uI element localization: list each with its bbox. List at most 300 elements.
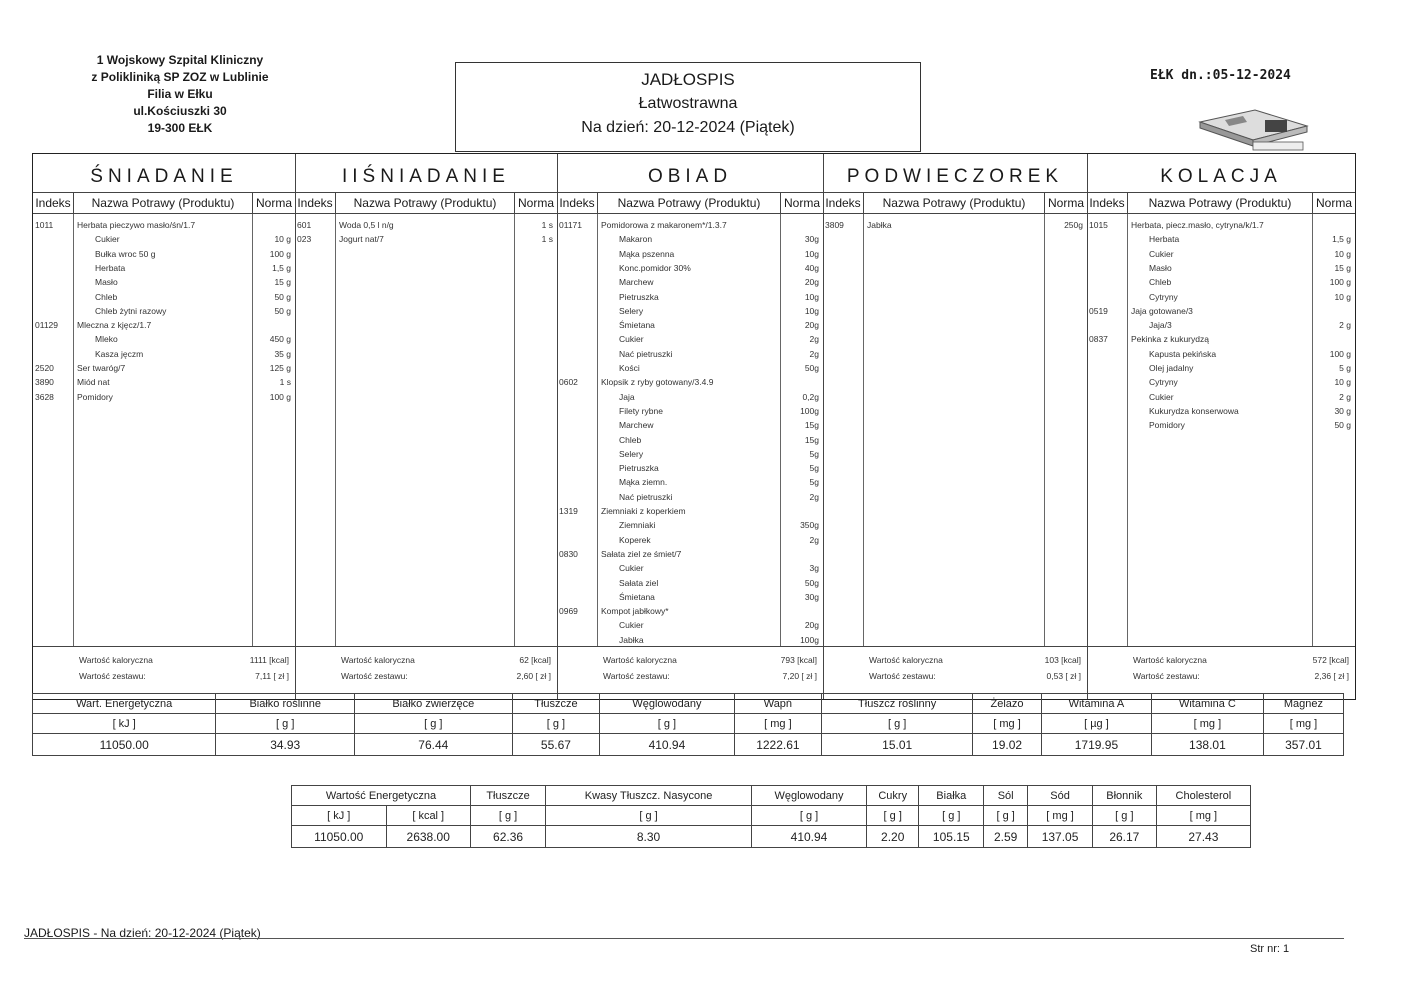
item-norm: 50 g [1334, 420, 1351, 431]
nutrient-unit: [ g ] [984, 806, 1028, 826]
name-header: Nazwa Potrawy (Produktu) [336, 193, 515, 213]
index-header: Indeks [557, 193, 598, 213]
item-norm: 10g [804, 248, 819, 259]
kcal-value: 103 [kcal] [1044, 655, 1081, 665]
print-date: EŁK dn.:05-12-2024 [1150, 68, 1291, 83]
stamp-logo-icon [1195, 102, 1310, 152]
nutrient-header: Tłuszcze [512, 694, 600, 714]
meal-row [557, 218, 823, 232]
nutrient-header: Witamina C [1151, 694, 1263, 714]
meal-row [33, 275, 295, 289]
item-name: Chleb żytni razowy [95, 305, 167, 316]
nutrient-unit: [ kJ ] [33, 714, 216, 734]
item-name: Kości [619, 363, 640, 373]
item-norm: 125 g [269, 363, 291, 373]
nutrient-header: Węglowodany [751, 786, 866, 806]
column-divider [1044, 214, 1045, 647]
item-norm: 1 s [279, 377, 291, 388]
meal-row [33, 247, 295, 261]
meal-row [1087, 290, 1355, 304]
meal-row [557, 332, 823, 346]
menu-date: Na dzień: 20-12-2024 (Piątek) [581, 119, 795, 136]
item-name: Mleczna z kjęcz/1.7 [77, 320, 152, 331]
item-norm: 5g [809, 477, 819, 488]
meal-row [1087, 318, 1355, 332]
meal-row [557, 361, 823, 375]
meal-items [295, 214, 557, 647]
meal-title: PODWIECZOREK [823, 154, 1087, 193]
item-name: Jaja gotowane/3 [1131, 305, 1193, 316]
meal-row [1087, 218, 1355, 232]
nutrient-value: 26.17 [1092, 826, 1156, 848]
item-name: Jaja [619, 391, 635, 402]
item-index: 3890 [35, 377, 54, 388]
nutrient-value: 2.20 [867, 826, 919, 848]
item-norm: 10 g [1334, 377, 1351, 388]
item-name: Herbata [95, 262, 126, 273]
item-name: Cukier [619, 620, 644, 631]
nutrient-value: 2.59 [984, 826, 1028, 848]
kcal-label: Wartość kaloryczna [79, 655, 153, 665]
footer-divider [24, 938, 1344, 939]
meal-table [32, 153, 1356, 700]
meal-row [1087, 404, 1355, 418]
item-norm: 350g [800, 520, 819, 531]
meal-row [557, 447, 823, 461]
item-index: 2520 [35, 363, 54, 373]
item-name: Olej jadalny [1149, 363, 1194, 373]
column-headers [823, 193, 1087, 214]
item-name: Herbata, piecz.masło, cytryna/k/1.7 [1131, 220, 1264, 230]
meal-summary [557, 646, 823, 699]
item-name: Kukurydza konserwowa [1149, 405, 1239, 416]
meal-row [557, 561, 823, 575]
item-name: Cukier [1149, 248, 1174, 259]
nutrient-unit: [ g ] [751, 806, 866, 826]
meal-row [1087, 304, 1355, 318]
item-norm: 20g [804, 320, 819, 331]
item-norm: 100 g [269, 391, 291, 402]
footer-menu-date: JADŁOSPIS - Na dzień: 20-12-2024 (Piątek) [24, 926, 261, 940]
kcal-value: 793 [kcal] [780, 655, 817, 665]
item-norm: 1 s [541, 234, 553, 245]
meal-row [33, 390, 295, 404]
nutrient-header: Wapń [734, 694, 822, 714]
item-name: Ser twaróg/7 [77, 363, 126, 373]
norm-header: Norma [783, 196, 820, 210]
meal-row [33, 232, 295, 246]
column-headers [1087, 193, 1355, 214]
item-norm: 2g [809, 534, 819, 545]
item-name: Pekinka z kukurydzą [1131, 334, 1209, 345]
meal-row [1087, 418, 1355, 432]
item-name: Chleb [1149, 277, 1172, 288]
item-name: Śmietana [619, 591, 655, 602]
meal-row [557, 504, 823, 518]
item-norm: 2g [809, 334, 819, 345]
item-norm: 15g [804, 420, 819, 431]
meal-row [557, 633, 823, 647]
item-norm: 20g [804, 620, 819, 631]
meal-row [33, 261, 295, 275]
item-norm: 100g [800, 405, 819, 416]
item-name: Kompot jabłkowy* [601, 606, 669, 617]
item-name: Miód nat [77, 377, 110, 388]
nutrition-table-1 [32, 693, 1344, 756]
nutrient-unit: [ mg ] [734, 714, 822, 734]
item-index: 0969 [559, 606, 578, 617]
meal-column [823, 154, 1088, 699]
nutrient-header: Magnez [1263, 694, 1343, 714]
item-name: Ziemniaki [619, 520, 656, 531]
norm-header: Norma [255, 196, 292, 210]
meal-row [557, 475, 823, 489]
meal-row [295, 218, 557, 232]
nutrient-unit: [ g ] [470, 806, 545, 826]
column-divider [863, 214, 864, 647]
item-norm: 450 g [269, 334, 291, 345]
item-name: Mąka ziemn. [619, 477, 668, 488]
item-norm: 100 g [269, 248, 291, 259]
item-name: Selery [619, 448, 644, 459]
nutrient-header: Wart. Energetyczna [33, 694, 216, 714]
page-title: JADŁOSPIS [641, 70, 735, 89]
nutrient-value: 1222.61 [734, 734, 822, 756]
meal-row [1087, 261, 1355, 275]
kcal-label: Wartość kaloryczna [1133, 655, 1207, 665]
item-norm: 100 g [1329, 277, 1351, 288]
item-name: Makaron [619, 234, 653, 245]
item-index: 0830 [559, 548, 578, 559]
item-name: Jabłka [619, 634, 644, 645]
item-norm: 40g [804, 262, 819, 273]
kcal-label: Wartość kaloryczna [603, 655, 677, 665]
cost-value: 2,60 [ zł ] [516, 671, 551, 681]
meal-row [1087, 390, 1355, 404]
kcal-value: 572 [kcal] [1312, 655, 1349, 665]
meal-row [33, 290, 295, 304]
nutrient-value: 2638.00 [386, 826, 470, 848]
nutrient-unit: [ mg ] [1156, 806, 1250, 826]
item-norm: 10 g [274, 234, 291, 245]
nutrient-unit: [ g ] [600, 714, 734, 734]
meal-row [557, 375, 823, 389]
meal-row [557, 290, 823, 304]
nutrient-header: Tłuszcze [470, 786, 545, 806]
kcal-label: Wartość kaloryczna [869, 655, 943, 665]
nutrient-unit: [ kcal ] [386, 806, 470, 826]
meal-title: OBIAD [557, 154, 823, 193]
nutrient-header: Witamina A [1042, 694, 1152, 714]
nutrient-value: 1719.95 [1042, 734, 1152, 756]
item-name: Selery [619, 305, 644, 316]
meal-row [1087, 232, 1355, 246]
item-norm: 2g [809, 491, 819, 502]
nutrient-value: 137.05 [1028, 826, 1093, 848]
meal-column [1087, 154, 1355, 699]
item-norm: 5g [809, 448, 819, 459]
meal-row [295, 232, 557, 246]
kcal-value: 1111 [kcal] [249, 655, 289, 665]
meal-items [557, 214, 823, 647]
meal-row [33, 361, 295, 375]
meal-row [1087, 347, 1355, 361]
meal-row [557, 390, 823, 404]
meal-row [557, 275, 823, 289]
column-headers [33, 193, 295, 214]
item-name: Pomidory [77, 391, 113, 402]
column-headers [295, 193, 557, 214]
meal-title: KOLACJA [1087, 154, 1355, 193]
cost-value: 2,36 [ zł ] [1314, 671, 1349, 681]
item-name: Konc.pomidor 30% [619, 262, 691, 273]
meal-title: IIŚNIADANIE [295, 154, 557, 193]
item-index: 0602 [559, 377, 578, 388]
cost-value: 7,20 [ zł ] [782, 671, 817, 681]
item-norm: 2 g [1339, 391, 1351, 402]
nutrient-header: Błonnik [1092, 786, 1156, 806]
norm-header: Norma [1047, 196, 1084, 210]
nutrient-unit: [ g ] [867, 806, 919, 826]
nutrient-value: 105.15 [919, 826, 984, 848]
meal-row [557, 461, 823, 475]
hospital-address [40, 52, 320, 137]
item-norm: 30g [804, 234, 819, 245]
item-index: 0519 [1089, 305, 1108, 316]
item-index: 1015 [1089, 220, 1108, 230]
nutrient-value: 138.01 [1151, 734, 1263, 756]
meal-row [557, 533, 823, 547]
hospital-line: Filia w Ełku [147, 87, 213, 101]
item-norm: 30g [804, 591, 819, 602]
meal-row [33, 375, 295, 389]
item-name: Cukier [619, 334, 644, 345]
nutrient-header: Tłuszcz roślinny [822, 694, 973, 714]
index-header: Indeks [823, 193, 864, 213]
item-index: 1011 [35, 220, 54, 230]
item-name: Ziemniaki z koperkiem [601, 506, 686, 516]
meal-row [557, 347, 823, 361]
nutrient-value: 11050.00 [292, 826, 387, 848]
meal-row [557, 490, 823, 504]
title-box [455, 62, 921, 152]
item-norm: 10 g [1334, 291, 1351, 302]
cost-label: Wartość zestawu: [341, 671, 408, 681]
item-name: Cukier [1149, 391, 1174, 402]
nutrient-value: 55.67 [512, 734, 600, 756]
nutrient-value: 357.01 [1263, 734, 1343, 756]
meal-column [295, 154, 558, 699]
item-name: Chleb [619, 434, 642, 445]
item-name: Cukier [95, 234, 120, 245]
cost-value: 0,53 [ zł ] [1046, 671, 1081, 681]
norm-header: Norma [517, 196, 554, 210]
nutrient-value: 27.43 [1156, 826, 1250, 848]
meal-row [557, 518, 823, 532]
item-name: Cytryny [1149, 377, 1178, 388]
nutrient-header: Cholesterol [1156, 786, 1250, 806]
item-name: Cytryny [1149, 291, 1178, 302]
meal-summary [1087, 646, 1355, 699]
name-header: Nazwa Potrawy (Produktu) [598, 193, 781, 213]
name-header: Nazwa Potrawy (Produktu) [864, 193, 1045, 213]
cost-value: 7,11 [ zł ] [255, 671, 289, 681]
name-header: Nazwa Potrawy (Produktu) [1128, 193, 1313, 213]
item-name: Cukier [619, 563, 644, 574]
nutrient-header: Białko zwierzęce [355, 694, 513, 714]
item-index: 01129 [35, 320, 59, 331]
nutrient-header: Cukry [867, 786, 919, 806]
nutrient-header: Węglowodany [600, 694, 734, 714]
meal-row [557, 604, 823, 618]
nutrient-header: Sól [984, 786, 1028, 806]
nutrient-unit: [ mg ] [1028, 806, 1093, 826]
item-name: Nać pietruszki [619, 491, 673, 502]
meal-row [33, 332, 295, 346]
item-norm: 3g [809, 563, 819, 574]
item-name: Kapusta pekińska [1149, 348, 1217, 359]
item-name: Jogurt nat/7 [339, 234, 384, 245]
meal-row [823, 218, 1087, 232]
nutrient-value: 76.44 [355, 734, 513, 756]
meal-row [557, 261, 823, 275]
hospital-line: 19-300 EŁK [147, 121, 213, 135]
meal-row [33, 304, 295, 318]
meal-row [1087, 275, 1355, 289]
item-name: Klopsik z ryby gotowany/3.4.9 [601, 377, 714, 388]
hospital-line: 1 Wojskowy Szpital Kliniczny [96, 53, 264, 67]
nutrient-unit: [ mg ] [973, 714, 1042, 734]
meal-items [823, 214, 1087, 647]
item-index: 023 [297, 234, 312, 245]
item-norm: 15 g [1334, 262, 1351, 273]
item-norm: 10 g [1334, 248, 1351, 259]
nutrient-value: 410.94 [600, 734, 734, 756]
nutrient-unit: [ g ] [822, 714, 973, 734]
meal-row [557, 433, 823, 447]
meal-row [33, 347, 295, 361]
hospital-line: z Polikliniką SP ZOZ w Lublinie [91, 70, 269, 84]
item-name: Chleb [95, 291, 118, 302]
nutrient-value: 34.93 [216, 734, 355, 756]
meal-row [33, 318, 295, 332]
item-norm: 100g [800, 634, 819, 645]
item-norm: 1 s [541, 220, 553, 230]
item-norm: 35 g [274, 348, 291, 359]
meal-row [557, 418, 823, 432]
item-name: Pietruszka [619, 291, 659, 302]
nutrient-header: Wartość Energetyczna [292, 786, 471, 806]
item-name: Pomidorowa z makaronem*/1.3.7 [601, 220, 727, 230]
kcal-value: 62 [kcal] [519, 655, 551, 665]
nutrient-value: 15.01 [822, 734, 973, 756]
item-name: Sałata ziel [619, 577, 659, 588]
item-norm: 10g [804, 305, 819, 316]
item-index: 1319 [559, 506, 578, 516]
item-name: Jabłka [867, 220, 892, 230]
nutrient-value: 19.02 [973, 734, 1042, 756]
meal-column [33, 154, 296, 699]
column-divider [335, 214, 336, 647]
item-index: 01171 [559, 220, 583, 230]
index-header: Indeks [1087, 193, 1128, 213]
nutrient-unit: [ g ] [546, 806, 752, 826]
meal-row [1087, 332, 1355, 346]
item-name: Mleko [95, 334, 118, 345]
cost-label: Wartość zestawu: [79, 671, 146, 681]
meal-row [33, 218, 295, 232]
meal-summary [295, 646, 557, 699]
item-norm: 1,5 g [272, 262, 291, 273]
nutrient-value: 410.94 [751, 826, 866, 848]
nutrient-header: Sód [1028, 786, 1093, 806]
hospital-line: ul.Kościuszki 30 [133, 104, 227, 118]
meal-row [1087, 375, 1355, 389]
meal-summary [33, 646, 295, 699]
item-norm: 250g [1064, 220, 1083, 230]
item-norm: 2 g [1339, 320, 1351, 331]
norm-header: Norma [1315, 196, 1352, 210]
item-index: 3809 [825, 220, 844, 230]
item-norm: 5 g [1339, 363, 1351, 373]
item-name: Pietruszka [619, 463, 659, 474]
cost-label: Wartość zestawu: [1133, 671, 1200, 681]
item-index: 601 [297, 220, 312, 230]
item-name: Kasza jęczm [95, 348, 144, 359]
item-norm: 15 g [274, 277, 291, 288]
nutrient-value: 8.30 [546, 826, 752, 848]
meal-title: ŚNIADANIE [33, 154, 295, 193]
meal-row [557, 576, 823, 590]
cost-label: Wartość zestawu: [869, 671, 936, 681]
item-norm: 50 g [274, 305, 291, 316]
nutrient-value: 11050.00 [33, 734, 216, 756]
nutrient-unit: [ mg ] [1151, 714, 1263, 734]
meal-row [557, 404, 823, 418]
item-name: Koperek [619, 534, 651, 545]
item-name: Nać pietruszki [619, 348, 673, 359]
column-divider [514, 214, 515, 647]
meal-row [557, 318, 823, 332]
column-headers [557, 193, 823, 214]
meal-items [1087, 214, 1355, 647]
item-name: Śmietana [619, 320, 655, 331]
nutrient-unit: [ g ] [216, 714, 355, 734]
index-header: Indeks [295, 193, 336, 213]
item-name: Sałata ziel ze śmiet/7 [601, 548, 682, 559]
item-name: Mąka pszenna [619, 248, 675, 259]
nutrient-header: Białko roślinne [216, 694, 355, 714]
index-header: Indeks [33, 193, 74, 213]
kcal-label: Wartość kaloryczna [341, 655, 415, 665]
nutrition-table-2 [291, 785, 1251, 848]
item-norm: 30 g [1334, 405, 1351, 416]
meal-row [557, 590, 823, 604]
item-name: Jaja/3 [1149, 320, 1172, 331]
item-norm: 50g [804, 577, 819, 588]
item-norm: 10g [804, 291, 819, 302]
item-norm: 5g [809, 463, 819, 474]
item-name: Masło [95, 277, 118, 288]
nutrient-header: Białka [919, 786, 984, 806]
item-name: Marchew [619, 277, 654, 288]
nutrient-unit: [ g ] [919, 806, 984, 826]
item-index: 3628 [35, 391, 54, 402]
nutrient-unit: [ kJ ] [292, 806, 387, 826]
nutrient-header: Kwasy Tłuszcz. Nasycone [546, 786, 752, 806]
cost-label: Wartość zestawu: [603, 671, 670, 681]
name-header: Nazwa Potrawy (Produktu) [74, 193, 253, 213]
